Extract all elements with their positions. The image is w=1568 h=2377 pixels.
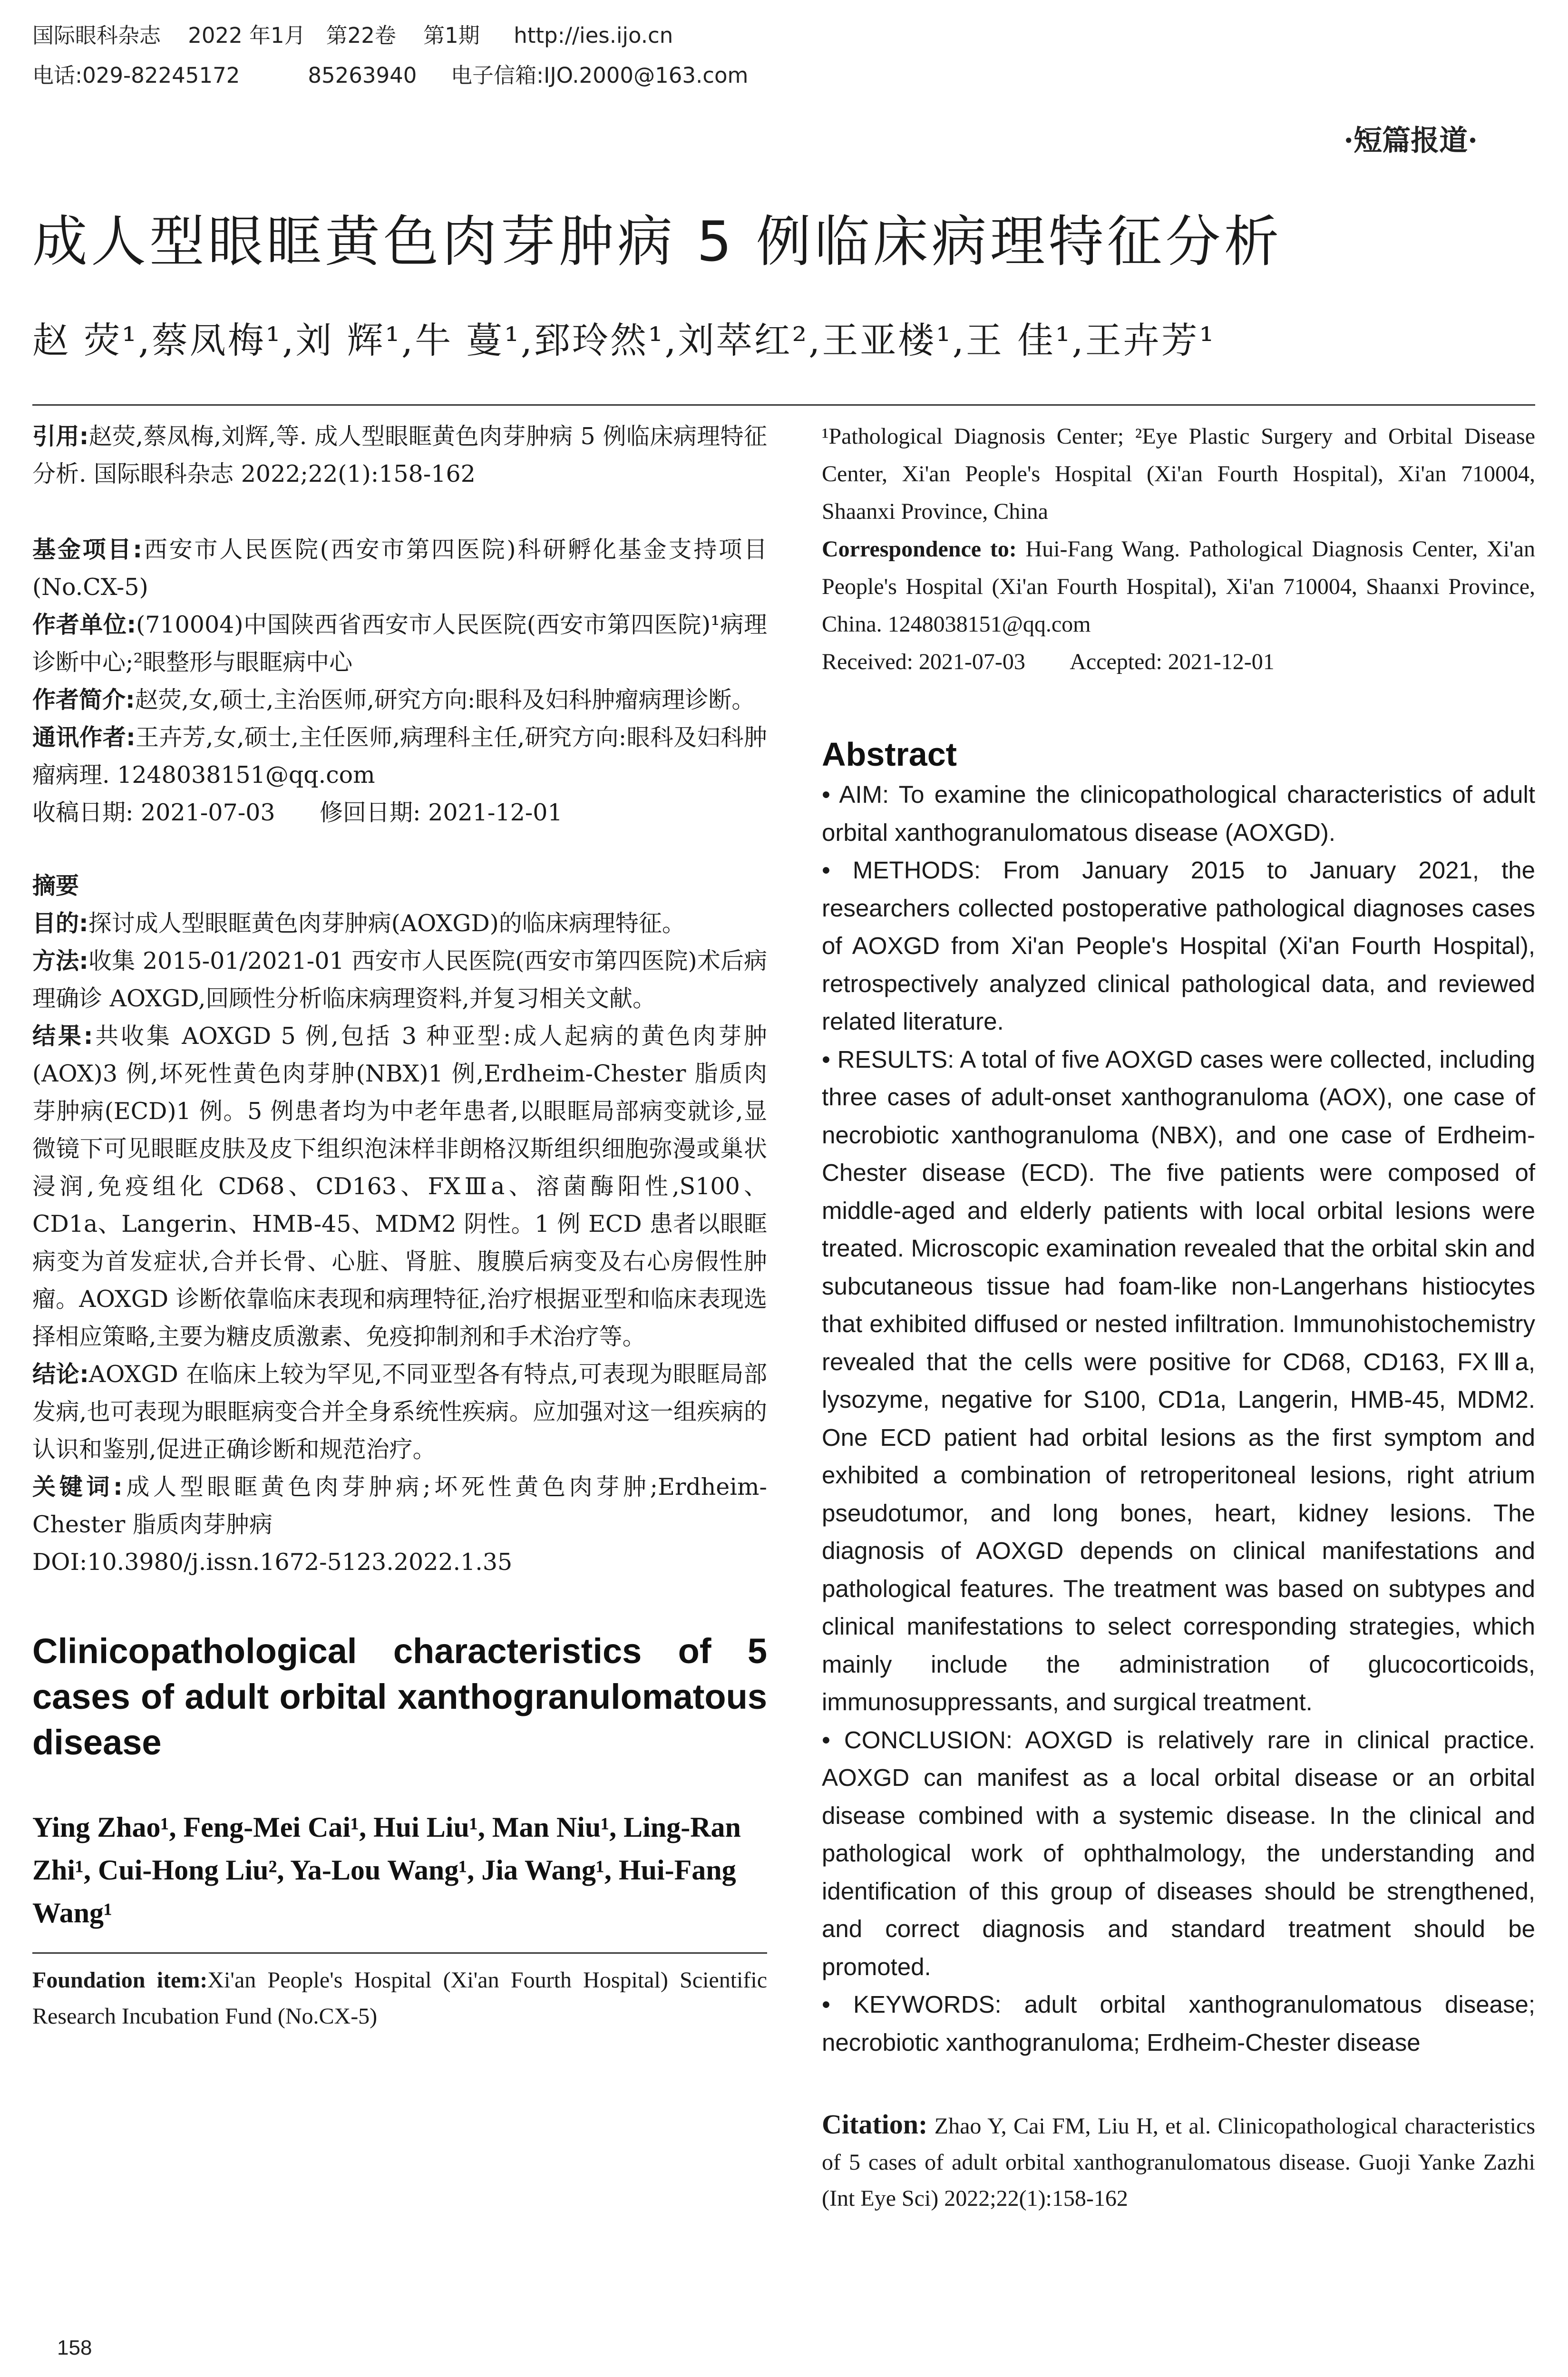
english-abstract-body xyxy=(822,776,1535,2061)
received-dates-cn: 收稿日期: 2021-07-03 修回日期: 2021-12-01 xyxy=(32,799,563,826)
methods-cn-label: 方法: xyxy=(32,947,88,974)
aim-cn xyxy=(32,905,767,942)
left-column xyxy=(32,418,767,2035)
correspondence-en-label: Correspondence to: xyxy=(822,536,1017,562)
abstract-keywords: • KEYWORDS: adult orbital xanthogranulomatous disease; necrobiotic xanthogranuloma; Erdheim-Chester disease xyxy=(822,1991,1535,2056)
bio-label: 作者简介: xyxy=(32,686,135,713)
chinese-abstract-heading: 摘要 xyxy=(32,872,79,899)
corr-cn-label: 通讯作者: xyxy=(32,724,136,751)
fund-text: 西安市人民医院(西安市第四医院)科研孵化基金支持项目(No.CX-5) xyxy=(32,536,767,601)
unit-text: (710004)中国陕西省西安市人民医院(西安市第四医院)¹病理诊断中心;²眼整形与眼眶病中心 xyxy=(32,611,767,676)
citation-en xyxy=(822,2106,1535,2217)
results-cn xyxy=(32,1017,767,1355)
results-cn-text: 共收集 AOXGD 5 例,包括 3 种亚型:成人起病的黄色肉芽肿(AOX)3 例,坏死性黄色肉芽肿(NBX)1 例,Erdheim-Chester 脂质肉芽肿病(ECD)1 例。5 例患者均为中老年患者,以眼眶局部病变就诊,显微镜下可见眼眶皮肤及皮下组织泡沫样非朗格汉斯组织细胞弥漫或巢状浸润,免疫组化 CD68、CD163、FXⅢa、溶菌酶阳性,S100、CD1a、Langerin、HMB-45、MDM2 阴性。1 例 ECD 患者以眼眶病变为首发症状,合并长骨、心脏、肾脏、腹膜后病变及右心房假性肿瘤。AOXGD 诊断依靠临床表现和病理特征,治疗根据亚型和临床表现选择相应策略,主要为糖皮质激素、免疫抑制剂和手术治疗等。 xyxy=(32,1023,767,1350)
right-column xyxy=(822,418,1535,2217)
bio-text: 赵荧,女,硕士,主治医师,研究方向:眼科及妇科肿瘤病理诊断。 xyxy=(135,686,755,713)
methods-cn-text: 收集 2015-01/2021-01 西安市人民医院(西安市第四医院)术后病理确诊 AOXGD,回顾性分析临床病理资料,并复习相关文献。 xyxy=(32,947,767,1012)
citation-cn-text: 赵荧,蔡凤梅,刘辉,等. 成人型眼眶黄色肉芽肿病 5 例临床病理特征分析. 国际眼科杂志 2022;22(1):158-162 xyxy=(32,423,767,487)
keywords-cn-label: 关键词: xyxy=(32,1473,123,1500)
abstract-results: • RESULTS: A total of five AOXGD cases were collected, including three cases of adult-onset xanthogranuloma (AOX), one case of necrobiotic xanthogranuloma (NBX), and one case of Erdheim-Chester disease (ECD). The five patients were composed of middle-aged and elderly patients with local orbital lesions were treated. Microscopic examination revealed that the orbital skin and subcutaneous tissue had foam-like non-Langerhans histiocytes that exhibited diffused or nested infiltration. Immunohistochemistry revealed that the cells were positive for CD68, CD163, FXⅢa, lysozyme, negative for S100, CD1a, Langerin, HMB-45, MDM2. One ECD patient had orbital lesions as the first symptom and exhibited a combination of retroperitoneal lesions, right atrium pseudotumor, and long bones, heart, kidney lesions. The diagnosis of AOXGD depends on clinical manifestations and pathological features. The treatment was based on subtypes and clinical manifestations to select corresponding strategies, which mainly include the administration of glucocorticoids, immunosuppressants, and surgical treatment. xyxy=(822,1045,1535,1715)
journal-contact-line: 电话:029-82245172 85263940 电子信箱:IJO.2000@163.com xyxy=(32,63,749,88)
correspondence-en xyxy=(822,530,1535,643)
header-divider xyxy=(32,404,1535,406)
corresponding-author-note xyxy=(32,719,767,794)
foundation-text: Xi'an People's Hospital (Xi'an Fourth Hospital) Scientific Research Incubation Fund (No.CX-5) xyxy=(32,1968,768,2029)
foundation-label: Foundation item: xyxy=(32,1968,208,1993)
abstract-conclusion: • CONCLUSION: AOXGD is relatively rare in clinical practice. AOXGD can manifest as a local orbital disease or an orbital disease combined with a systemic disease. In the clinical and pathological work of ophthalmology, the understanding and identification of this group of diseases should be strengthened, and correct diagnosis and standard treatment should be promoted. xyxy=(822,1726,1535,1980)
foundation-item xyxy=(32,1962,767,2035)
citation-en-label: Citation: xyxy=(822,2109,928,2140)
abstract-methods: • METHODS: From January 2015 to January 2021, the researchers collected postoperative pathological diagnoses cases of AOXGD from Xi'an People's Hospital (Xi'an Fourth Hospital), retrospectively analyzed clinical pathological data, and reviewed related literature. xyxy=(822,857,1535,1035)
chinese-author-list: 赵 荧¹,蔡凤梅¹,刘 辉¹,牛 蔓¹,郅玲然¹,刘萃红²,王亚楼¹,王 佳¹,王卉芳¹ xyxy=(32,319,1216,361)
methods-cn xyxy=(32,942,767,1017)
keywords-cn xyxy=(32,1468,767,1543)
english-title: Clinicopathological characteristics of 5 cases of adult orbital xanthogranulomatous disease xyxy=(32,1631,767,1762)
fund-label: 基金项目: xyxy=(32,536,142,563)
results-cn-label: 结果: xyxy=(32,1023,93,1050)
page-number: 158 xyxy=(57,2336,92,2359)
citation-en-text: Zhao Y, Cai FM, Liu H, et al. Clinicopathological characteristics of 5 cases of adult orbital xanthogranulomatous disease. Guoji Yanke Zazhi (Int Eye Sci) 2022;22(1):158-162 xyxy=(822,2114,1535,2211)
doi: DOI:10.3980/j.issn.1672-5123.2022.1.35 xyxy=(32,1549,513,1576)
section-tag: ·短篇报道· xyxy=(1344,124,1478,157)
footnote-divider xyxy=(32,1952,767,1954)
unit-note xyxy=(32,606,767,681)
abstract-aim: • AIM: To examine the clinicopathological characteristics of adult orbital xanthogranulomatous disease (AOXGD). xyxy=(822,781,1535,846)
affiliation-en: ¹Pathological Diagnosis Center; ²Eye Plastic Surgery and Orbital Disease Center, Xi'an People's Hospital (Xi'an Fourth Hospital), Xi'an 710004, Shaanxi Province, China xyxy=(822,424,1535,524)
english-author-list: Ying Zhao¹, Feng-Mei Cai¹, Hui Liu¹, Man Niu¹, Ling-Ran Zhi¹, Cui-Hong Liu², Ya-Lou Wang¹, Jia Wang¹, Hui-Fang Wang¹ xyxy=(32,1812,741,1929)
conclusion-cn-text: AOXGD 在临床上较为罕见,不同亚型各有特点,可表现为眼眶局部发病,也可表现为眼眶病变合并全身系统性疾病。应加强对这一组疾病的认识和鉴别,促进正确诊断和规范治疗。 xyxy=(32,1361,767,1463)
correspondence-en-text: Hui-Fang Wang. Pathological Diagnosis Center, Xi'an People's Hospital (Xi'an Fourth Hospital), Xi'an 710004, Shaanxi Province, China. 1248038151@qq.com xyxy=(822,536,1536,637)
received-dates-en: Received: 2021-07-03 Accepted: 2021-12-01 xyxy=(822,649,1275,674)
bio-note xyxy=(32,681,767,719)
conclusion-cn-label: 结论: xyxy=(32,1361,89,1388)
corr-cn-text: 王卉芳,女,硕士,主任医师,病理科主任,研究方向:眼科及妇科肿瘤病理. 1248038151@qq.com xyxy=(32,724,767,789)
keywords-cn-text: 成人型眼眶黄色肉芽肿病;坏死性黄色肉芽肿;Erdheim-Chester 脂质肉芽肿病 xyxy=(32,1473,767,1538)
aim-cn-label: 目的: xyxy=(32,910,88,937)
conclusion-cn xyxy=(32,1355,767,1468)
english-abstract-heading: Abstract xyxy=(822,736,957,773)
citation-cn xyxy=(32,418,767,493)
fund-note xyxy=(32,531,767,606)
unit-label: 作者单位: xyxy=(32,611,136,638)
aim-cn-text: 探讨成人型眼眶黄色肉芽肿病(AOXGD)的临床病理特征。 xyxy=(88,910,685,937)
citation-cn-label: 引用: xyxy=(32,423,89,450)
article-title: 成人型眼眶黄色肉芽肿病 5 例临床病理特征分析 xyxy=(32,210,1283,274)
journal-header-line: 国际眼科杂志 2022 年1月 第22卷 第1期 http://ies.ijo.cn xyxy=(32,23,673,48)
